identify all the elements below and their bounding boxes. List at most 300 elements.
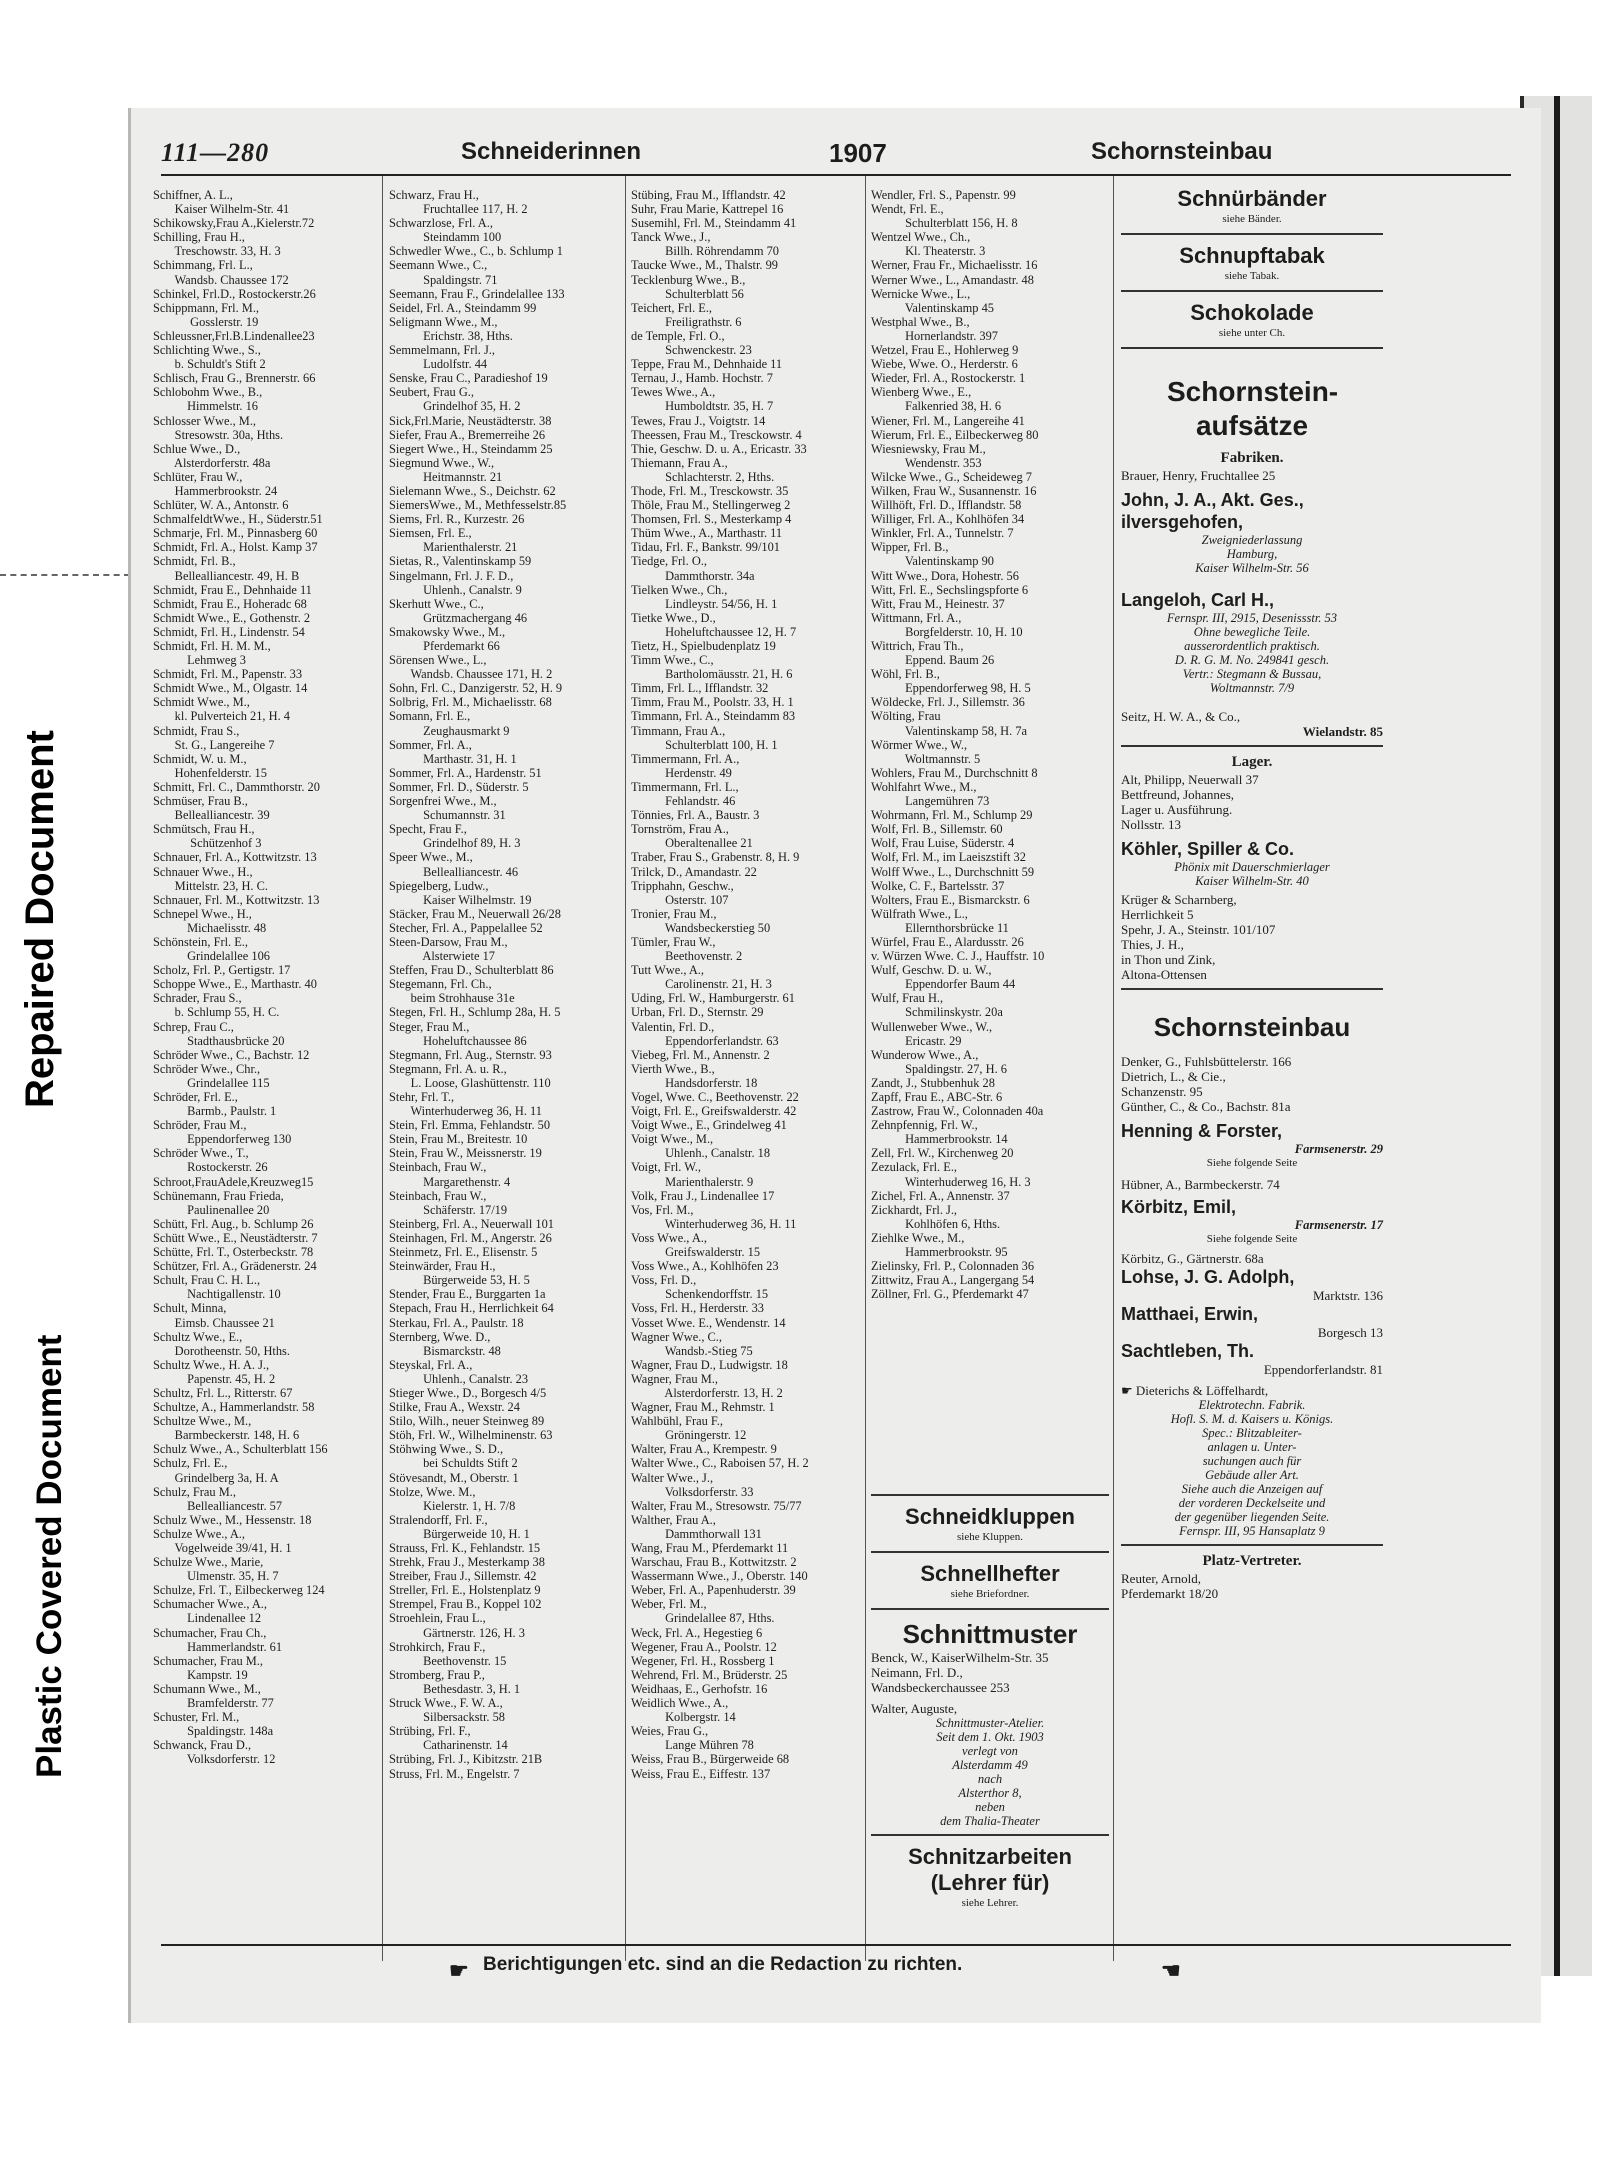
directory-entry: Schulz Wwe., A., Schulterblatt 156 <box>153 1442 328 1457</box>
directory-entry: Wetzel, Frau E., Hohlerweg 9 <box>871 343 1019 358</box>
directory-entry: Stövesandt, M., Oberstr. 1 <box>389 1470 519 1485</box>
directory-entry: Stender, Frau E., Burggarten 1a <box>389 1287 546 1302</box>
directory-entry: Timm, Frau M., Poolstr. 33, H. 1 <box>631 695 794 710</box>
directory-entry: Zapff, Frau E., ABC-Str. 6 <box>871 1090 1003 1104</box>
header-year: 1907 <box>829 138 887 168</box>
directory-entry: Bethesdastr. 3, H. 1 <box>389 1681 521 1696</box>
directory-entry: Somann, Frl. E., <box>389 709 471 724</box>
directory-entry: Bürgerweide 10, H. 1 <box>389 1526 530 1541</box>
directory-entry: Catharinenstr. 14 <box>389 1738 508 1753</box>
directory-entry: Viebeg, Frl. M., Annenstr. 2 <box>631 1047 770 1062</box>
directory-entry: Schröder, Frl. E., <box>153 1090 238 1104</box>
ad-line: Siehe auch die Anzeigen auf <box>1181 1482 1323 1496</box>
directory-entry: Stein, Frau M., Breitestr. 10 <box>389 1132 528 1147</box>
ad-line: verlegt von <box>962 1744 1018 1758</box>
ad-schnitzarbeiten <box>871 1844 1109 1911</box>
directory-entry: Schlichting Wwe., S., <box>153 343 261 358</box>
directory-entry: Tecklenburg Wwe., B., <box>631 272 746 287</box>
directory-entry: Schmarje, Frl. M., Pinnasberg 60 <box>153 526 318 541</box>
directory-entry: Schmidt Wwe., E., Gothenstr. 2 <box>153 610 311 625</box>
directory-entry: Stöh, Frl. W., Wilhelminenstr. 63 <box>389 1428 553 1443</box>
ad-line: Dietrich, L., & Cie., <box>1121 1069 1226 1084</box>
directory-entry: Spaldingstr. 71 <box>389 272 498 287</box>
directory-entry: Steinhagen, Frl. M., Angerstr. 26 <box>389 1230 552 1245</box>
directory-entry: Grindelallee 106 <box>153 949 270 964</box>
directory-entry: Zandt, J., Stubbenhuk 28 <box>871 1075 995 1090</box>
ad-see: siehe Kluppen. <box>957 1531 1023 1543</box>
ad-line: Seit dem 1. Okt. 1903 <box>936 1730 1044 1744</box>
directory-entry: Weidhaas, E., Gerhofstr. 16 <box>631 1681 768 1696</box>
directory-entry: Schimmang, Frl. L., <box>153 258 253 273</box>
directory-entry: Eppendorferweg 98, H. 5 <box>871 681 1031 696</box>
ad-line: Elektrotechn. Fabrik. <box>1198 1398 1306 1412</box>
repaired-document-label: Repaired Document <box>18 730 62 1108</box>
directory-entry: Margarethenstr. 4 <box>389 1174 511 1189</box>
column-divider <box>1113 176 1114 1961</box>
directory-entry: Siegmund Wwe., W., <box>389 455 495 470</box>
directory-entry: Vogelweide 39/41, H. 1 <box>153 1541 292 1555</box>
directory-entry: Lindleystr. 54/56, H. 1 <box>631 596 778 611</box>
directory-entry: Schulterblatt 100, H. 1 <box>631 737 778 752</box>
directory-entry: Seidel, Frl. A., Steindamm 99 <box>389 300 537 315</box>
directory-entry: Hammerbrookstr. 14 <box>871 1132 1008 1147</box>
directory-entry: Wörmer Wwe., W., <box>871 737 968 752</box>
directory-entry: Hammerlandstr. 61 <box>153 1639 283 1654</box>
directory-entry: Schmidt, Frl. M., Papenstr. 33 <box>153 667 303 682</box>
directory-entry: Schmidt, Frl. H. M. M., <box>153 639 271 653</box>
directory-entry: Wiebe, Wwe. O., Herderstr. 6 <box>871 357 1018 372</box>
directory-entry: Wandsbeckerstieg 50 <box>631 920 771 935</box>
ad-line: Phönix mit Dauerschmierlager <box>1174 860 1330 874</box>
directory-entry: Vosset Wwe. E., Wendenstr. 14 <box>631 1315 786 1330</box>
directory-entry: Kampstr. 19 <box>153 1667 248 1682</box>
directory-entry: Wittmann, Frl. A., <box>871 610 962 625</box>
directory-entry: Zittwitz, Frau A., Langergang 54 <box>871 1273 1035 1288</box>
directory-entry: kl. Pulverteich 21, H. 4 <box>153 709 290 724</box>
directory-entry: Wendenstr. 353 <box>871 455 982 470</box>
directory-entry: Falkenried 38, H. 6 <box>871 399 1002 414</box>
page-number: 111—280 <box>161 138 270 167</box>
ad-title: Schnitzarbeiten (Lehrer für) <box>908 1844 1072 1895</box>
ad-schnittmuster <box>871 1618 1109 1828</box>
directory-entry: Schultze Wwe., M., <box>153 1414 252 1429</box>
directory-entry: Silbersackstr. 58 <box>389 1710 505 1725</box>
directory-entry: Kaiser Wilhelmstr. 19 <box>389 892 532 907</box>
ad-line: Nollsstr. 13 <box>1121 817 1181 832</box>
directory-entry: Tidau, Frl. F., Bankstr. 99/101 <box>631 540 780 555</box>
directory-entry: Hoheluftchaussee 12, H. 7 <box>631 624 797 639</box>
directory-entry: Osterstr. 107 <box>631 892 729 907</box>
directory-entry: Wegener, Frl. H., Rossberg 1 <box>631 1653 775 1668</box>
directory-entry: Nachtigallenstr. 10 <box>153 1287 281 1302</box>
directory-entry: Wolf, Frl. B., Sillemstr. 60 <box>871 822 1003 837</box>
directory-entry: Taucke Wwe., M., Thalstr. 99 <box>631 258 778 273</box>
directory-entry: Streiber, Frau J., Sillemstr. 42 <box>389 1569 537 1584</box>
directory-entry: Schmidt, W. u. M., <box>153 751 247 766</box>
directory-entry: Wiener, Frl. M., Langereihe 41 <box>871 413 1025 428</box>
directory-entry: Schilling, Frau H., <box>153 230 245 245</box>
directory-entry: Wohlfahrt Wwe., M., <box>871 779 977 794</box>
directory-entry: Stieger Wwe., D., Borgesch 4/5 <box>389 1385 547 1400</box>
directory-entry: Schlachterstr. 2, Hths. <box>631 469 775 484</box>
ad-line: Gebäude aller Art. <box>1205 1468 1299 1482</box>
directory-entry: Valentinskamp 90 <box>871 554 994 569</box>
platz-heading: Platz-Vertreter. <box>1202 1553 1302 1569</box>
ad-line: Spec.: Blitzableiter- <box>1202 1426 1302 1440</box>
directory-entry: Smakowsky Wwe., M., <box>389 624 506 639</box>
directory-entry: Wolters, Frau E., Bismarckstr. 6 <box>871 892 1030 907</box>
directory-entry: Timmann, Frau A., <box>631 723 726 738</box>
directory-entry: Schlobohm Wwe., B., <box>153 385 263 400</box>
directory-entry: Strehk, Frau J., Mesterkamp 38 <box>389 1555 545 1570</box>
directory-entry: Wierum, Frl. E., Eilbeckerweg 80 <box>871 427 1039 442</box>
directory-entry: Winterhuderweg 36, H. 11 <box>631 1216 797 1231</box>
directory-entry: Vos, Frl. M., <box>631 1202 694 1217</box>
directory-entry: Uhlenh., Canalstr. 18 <box>631 1146 771 1161</box>
directory-entry: Bismarckstr. 48 <box>389 1343 501 1358</box>
directory-entry: Bellealliancestr. 39 <box>153 808 270 823</box>
directory-entry: Zichel, Frl. A., Annenstr. 37 <box>871 1188 1010 1203</box>
directory-entry: Schröder Wwe., C., Bachstr. 12 <box>153 1047 310 1062</box>
schnittmuster-list <box>871 1650 1109 1695</box>
directory-entry: Traber, Frau S., Grabenstr. 8, H. 9 <box>631 850 800 865</box>
directory-entry: Hornerlandstr. 397 <box>871 328 998 343</box>
directory-entry: Wipper, Frl. B., <box>871 540 949 555</box>
directory-entry: Schnauer, Frl. M., Kottwitzstr. 13 <box>153 892 320 907</box>
firm-lohse: Lohse, J. G. Adolph, <box>1121 1267 1295 1287</box>
directory-entry: Schmidt, Frau E., Dehnhaide 11 <box>153 582 312 597</box>
column-3 <box>631 188 859 1968</box>
directory-entry: L. Loose, Glashüttenstr. 110 <box>389 1075 551 1090</box>
directory-entry: Stein, Frl. Emma, Fehlandstr. 50 <box>389 1118 551 1133</box>
directory-entry: Skerhutt Wwe., C., <box>389 596 484 611</box>
column-4-ads <box>871 1488 1109 1911</box>
ad-see: siehe Bänder. <box>1222 213 1282 225</box>
directory-entry: Schmitt, Frl. C., Dammthorstr. 20 <box>153 779 320 794</box>
directory-entry: Schmidt Wwe., M., <box>153 695 250 710</box>
directory-entry: Wendler, Frl. S., Papenstr. 99 <box>871 188 1016 202</box>
directory-entry: Zickhardt, Frl. J., <box>871 1202 958 1217</box>
directory-entry: Vierth Wwe., B., <box>631 1061 715 1076</box>
pointing-hand-icon: ☛ <box>1121 1383 1133 1398</box>
directory-entry: Schnauer, Frl. A., Kottwitzstr. 13 <box>153 850 317 865</box>
directory-entry: Beethovenstr. 2 <box>631 949 743 964</box>
ad-line: Spehr, J. A., Steinstr. 101/107 <box>1121 922 1276 937</box>
directory-entry: Stroehlein, Frau L., <box>389 1611 486 1626</box>
directory-entry: Marienthalerstr. 21 <box>389 540 518 555</box>
directory-entry: Eppendorferlandstr. 63 <box>631 1033 779 1048</box>
henning-address: Farmsenerstr. 29 <box>1294 1142 1383 1156</box>
directory-entry: Schultz Wwe., E., <box>153 1329 243 1344</box>
directory-entry: Weies, Frau G., <box>631 1724 709 1739</box>
directory-entry: Herdenstr. 49 <box>631 765 732 780</box>
directory-entry: Alsterdorferstr. 48a <box>153 455 271 470</box>
directory-entry: Trilck, D., Amandastr. 22 <box>631 864 757 879</box>
directory-entry: Dammthorwall 131 <box>631 1526 762 1541</box>
directory-entry: Urban, Frl. D., Sternstr. 29 <box>631 1005 764 1020</box>
directory-entry: Voigt Wwe., E., Grindelweg 41 <box>631 1118 787 1133</box>
directory-entry: Witt, Frau M., Heinestr. 37 <box>871 596 1005 611</box>
directory-entry: Michaelisstr. 48 <box>153 920 267 935</box>
ad-title: Schokolade <box>1190 300 1314 325</box>
directory-entry: Zöllner, Frl. G., Pferdemarkt 47 <box>871 1287 1029 1302</box>
directory-entry: Valentinskamp 45 <box>871 300 994 315</box>
ad-rule <box>1121 1544 1383 1546</box>
directory-entry: Langemühren 73 <box>871 794 990 809</box>
lager-list <box>1121 772 1383 832</box>
directory-entry: Stresowstr. 30a, Hths. <box>153 427 284 442</box>
directory-entry: Volksdorferstr. 12 <box>153 1752 276 1767</box>
directory-entry: Timmann, Frl. A., Steindamm 83 <box>631 709 796 724</box>
directory-entry: Wunderow Wwe., A., <box>871 1047 979 1062</box>
directory-entry: Stäcker, Frau M., Neuerwall 26/28 <box>389 906 561 921</box>
sachtleben-address: Eppendorferlandstr. 81 <box>1263 1362 1383 1377</box>
ad-line: Herrlichkeit 5 <box>1121 907 1194 922</box>
firm-seitz: Seitz, H. W. A., & Co., <box>1121 709 1241 724</box>
directory-entry: Witt Wwe., Dora, Hohestr. 56 <box>871 568 1019 583</box>
directory-entry: Steinbach, Frau W., <box>389 1160 487 1175</box>
header-right-title: Schornsteinbau <box>1091 138 1273 165</box>
directory-entry: Thie, Geschw. D. u. A., Ericastr. 33 <box>631 441 807 456</box>
lager-heading: Lager. <box>1231 754 1273 770</box>
directory-entry: Steinberg, Frl. A., Neuerwall 101 <box>389 1216 554 1231</box>
directory-entry: St. G., Langereihe 7 <box>153 737 275 752</box>
directory-entry: Voigt, Frl. E., Greifswalderstr. 42 <box>631 1104 797 1119</box>
directory-entry: Winkler, Frl. A., Tunnelstr. 7 <box>871 526 1014 541</box>
directory-entry: Eppend. Baum 26 <box>871 653 995 668</box>
directory-entry: Zastrow, Frau W., Colonnaden 40a <box>871 1104 1044 1119</box>
directory-entry: Senske, Frau C., Paradieshof 19 <box>389 371 548 386</box>
directory-entry: Schultze, A., Hammerlandstr. 58 <box>153 1400 315 1415</box>
directory-entry: Stehr, Frl. T., <box>389 1090 455 1104</box>
ad-schokolade <box>1121 300 1383 341</box>
langeloh-details <box>1121 611 1383 695</box>
directory-entry: Schlue Wwe., D., <box>153 441 241 456</box>
directory-entry: Wolf, Frl. M., im Laeiszstift 32 <box>871 850 1026 865</box>
directory-entry: Heitmannstr. 21 <box>389 469 503 484</box>
firm-dieterichs <box>1121 1383 1383 1398</box>
directory-entry: SiemersWwe., M., Methfesselstr.85 <box>389 498 567 513</box>
directory-entry: Wandsb.-Stieg 75 <box>631 1343 753 1358</box>
directory-entry: Wilken, Frau W., Susannenstr. 16 <box>871 483 1037 498</box>
directory-entry: Wullenweber Wwe., W., <box>871 1019 993 1034</box>
directory-entry: Steinbach, Frau W., <box>389 1188 487 1203</box>
ad-title: Schneidkluppen <box>905 1504 1075 1529</box>
footer-note: Berichtigungen etc. sind an die Redaction zu richten. <box>483 1954 963 1975</box>
ad-line: Günther, C., & Co., Bachstr. 81a <box>1121 1099 1291 1114</box>
ad-line: ausserordentlich praktisch. <box>1184 639 1320 653</box>
directory-entry: Gosslerstr. 19 <box>153 314 259 329</box>
dieterichs-name: Dieterichs & Löffelhardt, <box>1135 1383 1269 1398</box>
ad-line: Denker, G., Fuhlsbüttelerstr. 166 <box>1121 1054 1292 1069</box>
ad-title: Schnittmuster <box>902 1619 1078 1649</box>
koerbitz-see: Siehe folgende Seite <box>1206 1233 1298 1245</box>
directory-entry: Gröningerstr. 12 <box>631 1428 747 1443</box>
directory-entry: Schlosser Wwe., M., <box>153 413 257 428</box>
directory-entry: Grindelhof 89, H. 3 <box>389 836 521 851</box>
ad-line: der gegenüber liegenden Seite. <box>1174 1510 1330 1524</box>
directory-entry: Greifswalderstr. 15 <box>631 1245 761 1260</box>
directory-entry: Ludolfstr. 44 <box>389 357 488 372</box>
directory-entry: Schulz, Frau M., <box>153 1484 236 1499</box>
directory-entry: Steyskal, Frl. A., <box>389 1357 473 1372</box>
directory-entry: Witt, Frl. E., Sechslingspforte 6 <box>871 582 1029 597</box>
directory-entry: Schröder, Frau M., <box>153 1118 247 1133</box>
directory-entry: Teppe, Frau M., Dehnhaide 11 <box>631 357 783 372</box>
directory-entry: Teichert, Frl. E., <box>631 300 713 315</box>
directory-entry: SchmalfeldtWwe., H., Süderstr.51 <box>153 512 323 527</box>
directory-entry: Singelmann, Frl. J. F. D., <box>389 568 514 583</box>
directory-entry: Schäferstr. 17/19 <box>389 1202 508 1217</box>
right-ad-column <box>1121 178 1383 1968</box>
directory-entry: Kl. Theaterstr. 3 <box>871 244 986 259</box>
directory-entry: Kielerstr. 1, H. 7/8 <box>389 1498 516 1513</box>
directory-entry: Wohrmann, Frl. M., Schlump 29 <box>871 808 1033 823</box>
directory-entry: Stilo, Wilh., neuer Steinweg 89 <box>389 1414 545 1429</box>
ad-line: Fernspr. III, 2915, Desenissstr. 53 <box>1166 611 1338 625</box>
directory-entry: Stralendorff, Frl. F., <box>389 1512 488 1527</box>
ad-line: nach <box>977 1772 1003 1786</box>
directory-entry: Schumann Wwe., M., <box>153 1681 261 1696</box>
directory-entry: Steinmetz, Frl. E., Elisenstr. 5 <box>389 1245 538 1260</box>
directory-entry: Wolff Wwe., L., Durchschnitt 59 <box>871 864 1035 879</box>
directory-entry: Zehnpfennig, Frl. W., <box>871 1118 978 1133</box>
koehler-details <box>1121 860 1383 888</box>
directory-entry: Pferdemarkt 66 <box>389 639 500 653</box>
directory-entry: Borgfelderstr. 10, H. 10 <box>871 624 1023 639</box>
directory-entry: Fehlandstr. 46 <box>631 794 736 809</box>
ad-line: neben <box>975 1800 1005 1814</box>
directory-entry: Stegmann, Frl. Aug., Sternstr. 93 <box>389 1047 552 1062</box>
ad-rule <box>1121 988 1383 990</box>
directory-entry: Schlüter, W. A., Antonstr. 6 <box>153 498 289 513</box>
directory-entry: Spiegelberg, Ludw., <box>389 878 489 893</box>
fabriken-heading: Fabriken. <box>1220 450 1284 466</box>
ad-line: der vorderen Deckelseite und <box>1178 1496 1326 1510</box>
directory-entry: Tewes Wwe., A., <box>631 385 716 400</box>
directory-entry: Dorotheenstr. 50, Hths. <box>153 1343 290 1358</box>
directory-entry: Wahlbühl, Frau F., <box>631 1414 723 1429</box>
firm-brauer: Brauer, Henry, Fruchtallee 25 <box>1121 468 1276 483</box>
directory-entry: Stübing, Frau M., Ifflandstr. 42 <box>631 188 786 202</box>
directory-entry: Schenkendorffstr. 15 <box>631 1287 769 1302</box>
directory-entry: Weiss, Frau B., Bürgerweide 68 <box>631 1752 790 1767</box>
directory-entry: Wandsb. Chaussee 171, H. 2 <box>389 667 553 682</box>
directory-entry: Gärtnerstr. 126, H. 3 <box>389 1625 525 1640</box>
ad-schnupftabak <box>1121 243 1383 284</box>
directory-entry: Timmermann, Frl. L., <box>631 779 739 794</box>
ad-rule <box>1121 290 1383 292</box>
directory-entry: Tutt Wwe., A., <box>631 963 704 978</box>
directory-entry: Wernicke Wwe., L., <box>871 286 971 301</box>
directory-entry: Carolinenstr. 21, H. 3 <box>631 977 772 992</box>
ad-line: D. R. G. M. No. 249841 gesch. <box>1174 653 1330 667</box>
directory-entry: Schulz Wwe., M., Hessenstr. 18 <box>153 1512 312 1527</box>
directory-entry: Wandsb. Chaussee 172 <box>153 272 289 287</box>
directory-entry: Wentzel Wwe., Ch., <box>871 230 971 245</box>
directory-entry: Wülfrath Wwe., L., <box>871 906 968 921</box>
firm-sachtleben: Sachtleben, Th. <box>1121 1341 1255 1361</box>
ad-line: Alsterdamm 49 <box>952 1758 1028 1772</box>
directory-entry: Schröder Wwe., T., <box>153 1146 249 1161</box>
ad-line: Reuter, Arnold, <box>1121 1571 1201 1586</box>
directory-entry: Sohn, Frl. C., Danzigerstr. 52, H. 9 <box>389 681 563 696</box>
directory-entry: Warschau, Frau B., Kottwitzstr. 2 <box>631 1555 797 1570</box>
header-left-title: Schneiderinnen <box>461 138 642 165</box>
directory-entry: Schnepel Wwe., H., <box>153 906 252 921</box>
directory-entry: Willhöft, Frl. D., Ifflandstr. 58 <box>871 498 1022 513</box>
directory-page <box>128 108 1541 2023</box>
binding-edge <box>1554 96 1560 1976</box>
directory-entry: Alsterdorferstr. 13, H. 2 <box>631 1385 783 1400</box>
directory-entry: Wulf, Frau H., <box>871 991 944 1006</box>
directory-entry: Schmidt, Frau E., Hoheradc 68 <box>153 596 307 611</box>
directory-entry: beim Strohhause 31e <box>389 991 515 1006</box>
directory-entry: Bellealliancestr. 46 <box>389 864 519 879</box>
directory-entry: Zezulack, Frl. E., <box>871 1160 958 1175</box>
directory-entry: Wagner, Frau M., Rehmstr. 1 <box>631 1400 775 1415</box>
directory-entry: Eppendorferweg 130 <box>153 1132 292 1147</box>
directory-entry: Papenstr. 45, H. 2 <box>153 1371 276 1386</box>
directory-entry: Schoppe Wwe., E., Marthastr. 40 <box>153 977 317 992</box>
ad-line: Kaiser Wilhelm-Str. 40 <box>1195 874 1309 888</box>
directory-entry: Sick,Frl.Marie, Neustädterstr. 38 <box>389 413 552 428</box>
directory-entry: Schultz, Frl. L., Ritterstr. 67 <box>153 1385 293 1400</box>
directory-entry: Wegener, Frau A., Poolstr. 12 <box>631 1639 777 1654</box>
directory-entry: Schumannstr. 31 <box>389 808 506 823</box>
directory-entry: Schmidt Wwe., M., Olgastr. 14 <box>153 681 308 696</box>
walter-details <box>871 1716 1109 1828</box>
directory-entry: Schuster, Frl. M., <box>153 1710 240 1725</box>
directory-entry: Strauss, Frl. K., Fehlandstr. 15 <box>389 1541 541 1555</box>
directory-entry: Schönstein, Frl. E., <box>153 934 248 949</box>
directory-entry: Streller, Frl. E., Holstenplatz 9 <box>389 1583 541 1598</box>
directory-entry: Walter Wwe., J., <box>631 1470 714 1485</box>
directory-entry: de Temple, Frl. O., <box>631 328 725 343</box>
directory-entry: Seemann Wwe., C., <box>389 258 488 273</box>
directory-entry: Voss Wwe., A., <box>631 1230 707 1245</box>
directory-entry: Stein, Frau W., Meissnerstr. 19 <box>389 1146 542 1161</box>
directory-entry: Stecher, Frl. A., Pappelallee 52 <box>389 920 543 935</box>
directory-entry: Schulz, Frl. E., <box>153 1456 228 1471</box>
directory-entry: Sörensen Wwe., L., <box>389 653 487 668</box>
directory-entry: Freiligrathstr. 6 <box>631 314 742 329</box>
directory-entry: Siems, Frl. R., Kurzestr. 26 <box>389 512 525 527</box>
directory-entry: Sietas, R., Valentinskamp 59 <box>389 554 532 569</box>
directory-entry: Schippmann, Frl. M., <box>153 300 260 315</box>
directory-entry: Kolbergstr. 14 <box>631 1710 736 1725</box>
directory-entry: Uhlenh., Canalstr. 23 <box>389 1371 529 1386</box>
directory-entry: Werner, Frau Fr., Michaelisstr. 16 <box>871 258 1038 273</box>
directory-entry: Thöle, Frau M., Stellingerweg 2 <box>631 498 791 513</box>
schornsteinbau-title: Schornsteinbau <box>1153 1012 1351 1042</box>
directory-entry: Tönnies, Frl. A., Baustr. 3 <box>631 808 760 823</box>
ad-rule <box>871 1551 1109 1553</box>
directory-entry: Schinkel, Frl.D., Rostockerstr.26 <box>153 286 316 301</box>
directory-entry: Schütte, Frl. T., Osterbeckstr. 78 <box>153 1245 314 1260</box>
directory-entry: Stromberg, Frau P., <box>389 1667 485 1682</box>
directory-entry: Stegemann, Frl. Ch., <box>389 977 492 992</box>
directory-entry: Hoheluftchaussee 86 <box>389 1033 527 1048</box>
directory-entry: Schult, Minna, <box>153 1301 227 1316</box>
directory-entry: Schmidt, Frl. A., Holst. Kamp 37 <box>153 540 318 555</box>
directory-entry: Rostockerstr. 26 <box>153 1160 268 1175</box>
ad-line: in Thon und Zink, <box>1121 952 1216 967</box>
directory-entry: Thomsen, Frl. S., Mesterkamp 4 <box>631 512 792 527</box>
page-header <box>161 138 1501 178</box>
ad-schnuerbaender <box>1121 186 1383 227</box>
directory-entry: Weiss, Frau E., Eiffestr. 137 <box>631 1766 771 1781</box>
